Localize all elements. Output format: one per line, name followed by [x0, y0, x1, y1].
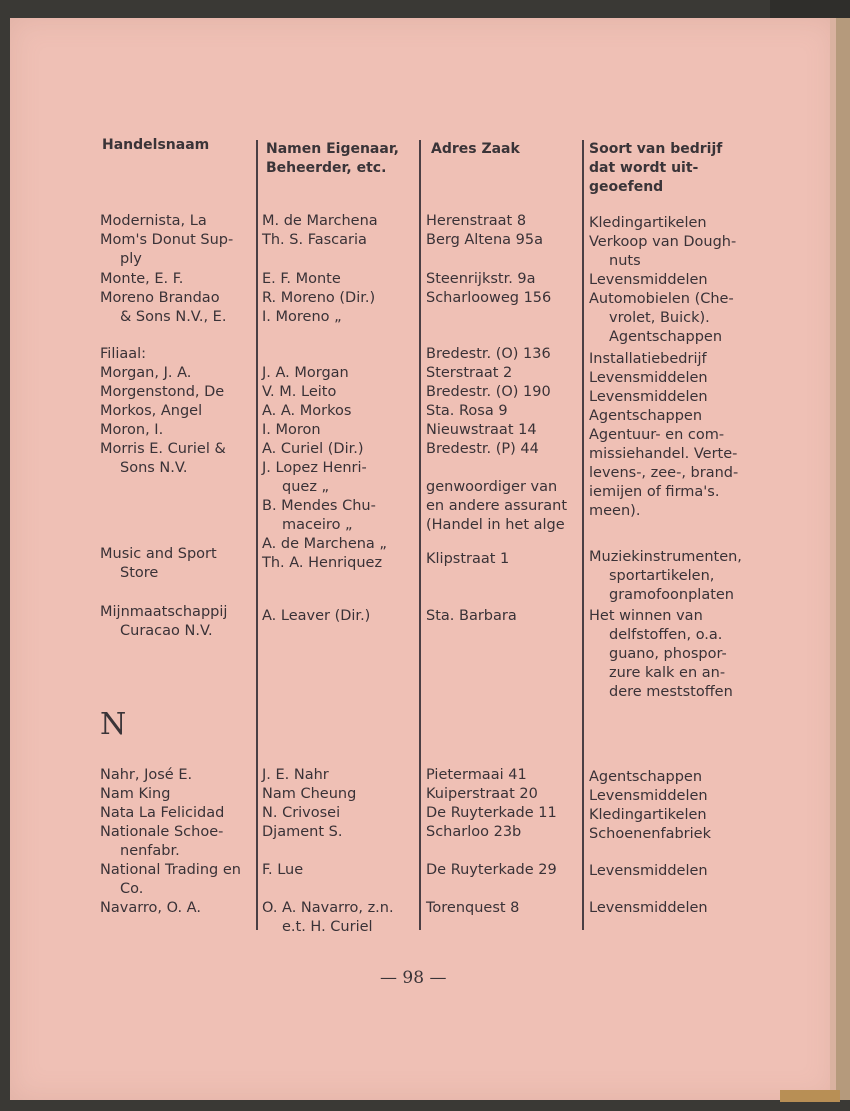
col2-entry: [262, 861, 303, 880]
col1-entry: [100, 899, 201, 918]
col2-entry: [262, 607, 370, 626]
entry-line: levens-, zee-, brand-: [589, 465, 739, 481]
header-handelsnaam: Handelsnaam: [102, 137, 210, 153]
entry-line: Nam King: [100, 786, 171, 802]
entry-line: V. M. Leito: [262, 384, 337, 400]
entry-line: Herenstraat 8: [426, 213, 527, 229]
entry-line: A. de Marchena „: [262, 536, 387, 552]
entry-line: A. A. Morkos: [262, 403, 352, 419]
entry-line: Nahr, José E.: [100, 767, 193, 783]
section-letter: N: [100, 707, 127, 742]
book-spine-edge: [836, 18, 850, 1100]
entry-line: Th. S. Fascaria: [262, 232, 367, 248]
entry-line: Navarro, O. A.: [100, 900, 201, 916]
entry-line: Nieuwstraat 14: [426, 422, 537, 438]
entry-line: Co.: [120, 881, 144, 897]
entry-line: Scharloo 23b: [426, 824, 522, 840]
entry-line: nuts: [609, 253, 641, 269]
entry-line: Levensmiddelen: [589, 788, 708, 804]
header-line: geoefend: [589, 179, 664, 195]
entry-line: B. Mendes Chu-: [262, 498, 376, 514]
entry-line: Agentschappen: [589, 408, 703, 424]
col2-entry: [262, 785, 356, 804]
entry-line: Kuiperstraat 20: [426, 786, 538, 802]
col3-entry: [426, 804, 557, 823]
entry-line: Th. A. Henriquez: [262, 555, 383, 571]
col3-entry: [426, 402, 508, 421]
col3-entry: [426, 270, 536, 289]
entry-line: J. Lopez Henri-: [262, 460, 367, 476]
col4-entry: [589, 607, 733, 702]
col1-entry: [100, 231, 233, 269]
col2-entry: [262, 766, 329, 785]
entry-line: quez „: [282, 479, 330, 495]
entry-line: Music and Sport: [100, 546, 217, 562]
entry-line: Curacao N.V.: [120, 623, 213, 639]
col4-entry: [589, 464, 738, 483]
entry-line: I. Moron: [262, 422, 321, 438]
col4-entry: [589, 445, 737, 464]
entry-line: nenfabr.: [120, 843, 180, 859]
entry-line: J. A. Morgan: [262, 365, 349, 381]
entry-line: dere meststoffen: [609, 684, 733, 700]
entry-line: Modernista, La: [100, 213, 207, 229]
entry-line: & Sons N.V., E.: [120, 309, 227, 325]
col4-entry: [589, 290, 734, 347]
entry-line: Verkoop van Dough-: [589, 234, 737, 250]
entry-line: J. E. Nahr: [262, 767, 329, 783]
col4-entry: [589, 806, 707, 825]
entry-line: gramofoonplaten: [609, 587, 734, 603]
header-soort-bedrijf: [589, 140, 729, 197]
entry-line: Levensmiddelen: [589, 863, 708, 879]
entry-line: Levensmiddelen: [589, 900, 708, 916]
col1-entry: [100, 785, 170, 804]
col2-entry: [262, 231, 367, 250]
col2-entry: [262, 535, 387, 554]
entry-line: Bredestr. (P) 44: [426, 441, 539, 457]
col4-entry: [589, 407, 702, 426]
entry-line: guano, phospor-: [609, 646, 727, 662]
entry-line: Sterstraat 2: [426, 365, 513, 381]
entry-line: Nam Cheung: [262, 786, 357, 802]
col2-entry: [262, 421, 321, 440]
entry-line: Pietermaai 41: [426, 767, 527, 783]
entry-line: Scharlooweg 156: [426, 290, 552, 306]
column-rule-2: [419, 140, 421, 930]
header-namen-eigenaar: [266, 140, 399, 178]
entry-line: F. Lue: [262, 862, 304, 878]
entry-line: Torenquest 8: [426, 900, 520, 916]
entry-line: I. Moreno „: [262, 309, 342, 325]
entry-line: Filiaal:: [100, 346, 147, 362]
entry-line: Automobielen (Che-: [589, 291, 734, 307]
entry-line: genwoordiger van: [426, 479, 558, 495]
col2-entry: [262, 289, 375, 308]
scanner-top-strip: [770, 0, 850, 18]
entry-line: Sta. Barbara: [426, 608, 517, 624]
entry-line: Store: [120, 565, 159, 581]
entry-line: N. Crivosei: [262, 805, 341, 821]
col1-entry: [100, 212, 207, 231]
scanner-bottom-strip: [780, 1090, 840, 1102]
col2-entry: [262, 459, 367, 497]
col3-entry: [426, 212, 526, 231]
entry-line: Mijnmaatschappij: [100, 604, 228, 620]
entry-line: ply: [120, 251, 142, 267]
col1-entry: [100, 270, 183, 289]
header-line: dat wordt uit-: [589, 160, 699, 176]
header-line: Soort van bedrijf: [589, 141, 723, 157]
entry-line: Morgan, J. A.: [100, 365, 192, 381]
col1-entry: [100, 440, 226, 478]
entry-line: Schoenenfabriek: [589, 826, 711, 842]
entry-line: Mom's Donut Sup-: [100, 232, 234, 248]
col4-entry: [589, 862, 708, 881]
col2-entry: [262, 212, 378, 231]
entry-line: Levensmiddelen: [589, 272, 708, 288]
col2-entry: [262, 308, 342, 327]
col4-entry: [589, 899, 708, 918]
col4-entry: [589, 548, 742, 605]
col2-entry: [262, 440, 364, 459]
col1-entry: [100, 421, 163, 440]
entry-line: sportartikelen,: [609, 568, 715, 584]
entry-line: Berg Altena 95a: [426, 232, 543, 248]
entry-line: missiehandel. Verte-: [589, 446, 738, 462]
col3-entry: [426, 550, 509, 569]
col2-entry: [262, 364, 349, 383]
col4-entry: [589, 350, 707, 369]
entry-line: O. A. Navarro, z.n.: [262, 900, 394, 916]
entry-line: Morgenstond, De: [100, 384, 225, 400]
col1-entry: [100, 545, 217, 583]
entry-line: De Ruyterkade 29: [426, 862, 557, 878]
entry-line: Levensmiddelen: [589, 370, 708, 386]
header-adres-zaak: Adres Zaak: [431, 141, 520, 157]
entry-line: De Ruyterkade 11: [426, 805, 557, 821]
col3-entry: [426, 231, 543, 250]
entry-line: Kledingartikelen: [589, 215, 707, 231]
entry-line: National Trading en: [100, 862, 241, 878]
page-number: — 98 —: [380, 968, 447, 988]
col4-entry: [589, 426, 724, 445]
col4-entry: [589, 768, 702, 787]
col1-entry: [100, 603, 227, 641]
col3-entry: [426, 823, 521, 842]
entry-line: Morkos, Angel: [100, 403, 203, 419]
col1-entry: [100, 364, 191, 383]
col4-entry: [589, 369, 708, 388]
entry-line: Bredestr. (O) 136: [426, 346, 551, 362]
col3-entry: [426, 478, 557, 497]
column-rule-3: [582, 140, 584, 930]
entry-line: Moron, I.: [100, 422, 164, 438]
col4-entry: [589, 388, 708, 407]
entry-line: Kledingartikelen: [589, 807, 707, 823]
col1-entry: [100, 289, 226, 327]
col3-entry: [426, 383, 551, 402]
entry-line: maceiro „: [282, 517, 353, 533]
entry-line: E. F. Monte: [262, 271, 341, 287]
col1-entry: [100, 345, 146, 364]
entry-line: Agentschappen: [589, 769, 703, 785]
entry-line: Sons N.V.: [120, 460, 188, 476]
col1-entry: [100, 804, 224, 823]
col3-entry: [426, 899, 519, 918]
col4-entry: [589, 271, 708, 290]
entry-line: Steenrijkstr. 9a: [426, 271, 536, 287]
entry-line: zure kalk en an-: [609, 665, 726, 681]
col3-entry: [426, 607, 517, 626]
entry-line: Agentuur- en com-: [589, 427, 725, 443]
entry-line: iemijen of firma's.: [589, 484, 720, 500]
col2-entry: [262, 554, 382, 573]
entry-line: delfstoffen, o.a.: [609, 627, 723, 643]
header-line: Namen Eigenaar,: [266, 141, 399, 157]
entry-line: Nationale Schoe-: [100, 824, 224, 840]
col4-entry: [589, 825, 711, 844]
col3-entry: [426, 440, 539, 459]
col3-entry: [426, 861, 557, 880]
col1-entry: [100, 766, 192, 785]
entry-line: R. Moreno (Dir.): [262, 290, 376, 306]
entry-line: A. Leaver (Dir.): [262, 608, 371, 624]
entry-line: Morris E. Curiel &: [100, 441, 226, 457]
entry-line: en andere assurant: [426, 498, 567, 514]
entry-line: Levensmiddelen: [589, 389, 708, 405]
col3-entry: [426, 421, 537, 440]
entry-line: Djament S.: [262, 824, 343, 840]
col2-entry: [262, 804, 340, 823]
entry-line: meen).: [589, 503, 641, 519]
col1-entry: [100, 383, 224, 402]
col2-entry: [262, 383, 336, 402]
col3-entry: [426, 516, 565, 535]
col1-entry: [100, 823, 223, 861]
entry-line: Het winnen van: [589, 608, 703, 624]
col4-entry: [589, 502, 640, 521]
entry-line: Moreno Brandao: [100, 290, 220, 306]
col3-entry: [426, 289, 551, 308]
entry-line: Sta. Rosa 9: [426, 403, 508, 419]
entry-line: Bredestr. (O) 190: [426, 384, 551, 400]
entry-line: Muziekinstrumenten,: [589, 549, 742, 565]
column-rule-1: [256, 140, 258, 930]
entry-line: Agentschappen: [609, 329, 723, 345]
entry-line: vrolet, Buick).: [609, 310, 710, 326]
entry-line: A. Curiel (Dir.): [262, 441, 364, 457]
col4-entry: [589, 233, 736, 271]
col2-entry: [262, 402, 351, 421]
entry-line: e.t. H. Curiel: [282, 919, 373, 935]
col3-entry: [426, 766, 527, 785]
entry-line: (Handel in het alge: [426, 517, 565, 533]
col4-entry: [589, 787, 708, 806]
entry-line: Installatiebedrijf: [589, 351, 707, 367]
col2-entry: [262, 823, 342, 842]
col1-entry: [100, 861, 241, 899]
entry-line: Monte, E. F.: [100, 271, 184, 287]
col1-entry: [100, 402, 202, 421]
col2-entry: [262, 270, 341, 289]
header-line: Beheerder, etc.: [266, 160, 387, 176]
col4-entry: [589, 483, 719, 502]
col3-entry: [426, 364, 512, 383]
entry-line: M. de Marchena: [262, 213, 378, 229]
col2-entry: [262, 899, 394, 937]
col3-entry: [426, 785, 538, 804]
col4-entry: [589, 214, 707, 233]
col2-entry: [262, 497, 376, 535]
entry-line: Nata La Felicidad: [100, 805, 225, 821]
entry-line: Klipstraat 1: [426, 551, 510, 567]
col3-entry: [426, 497, 567, 516]
col3-entry: [426, 345, 551, 364]
